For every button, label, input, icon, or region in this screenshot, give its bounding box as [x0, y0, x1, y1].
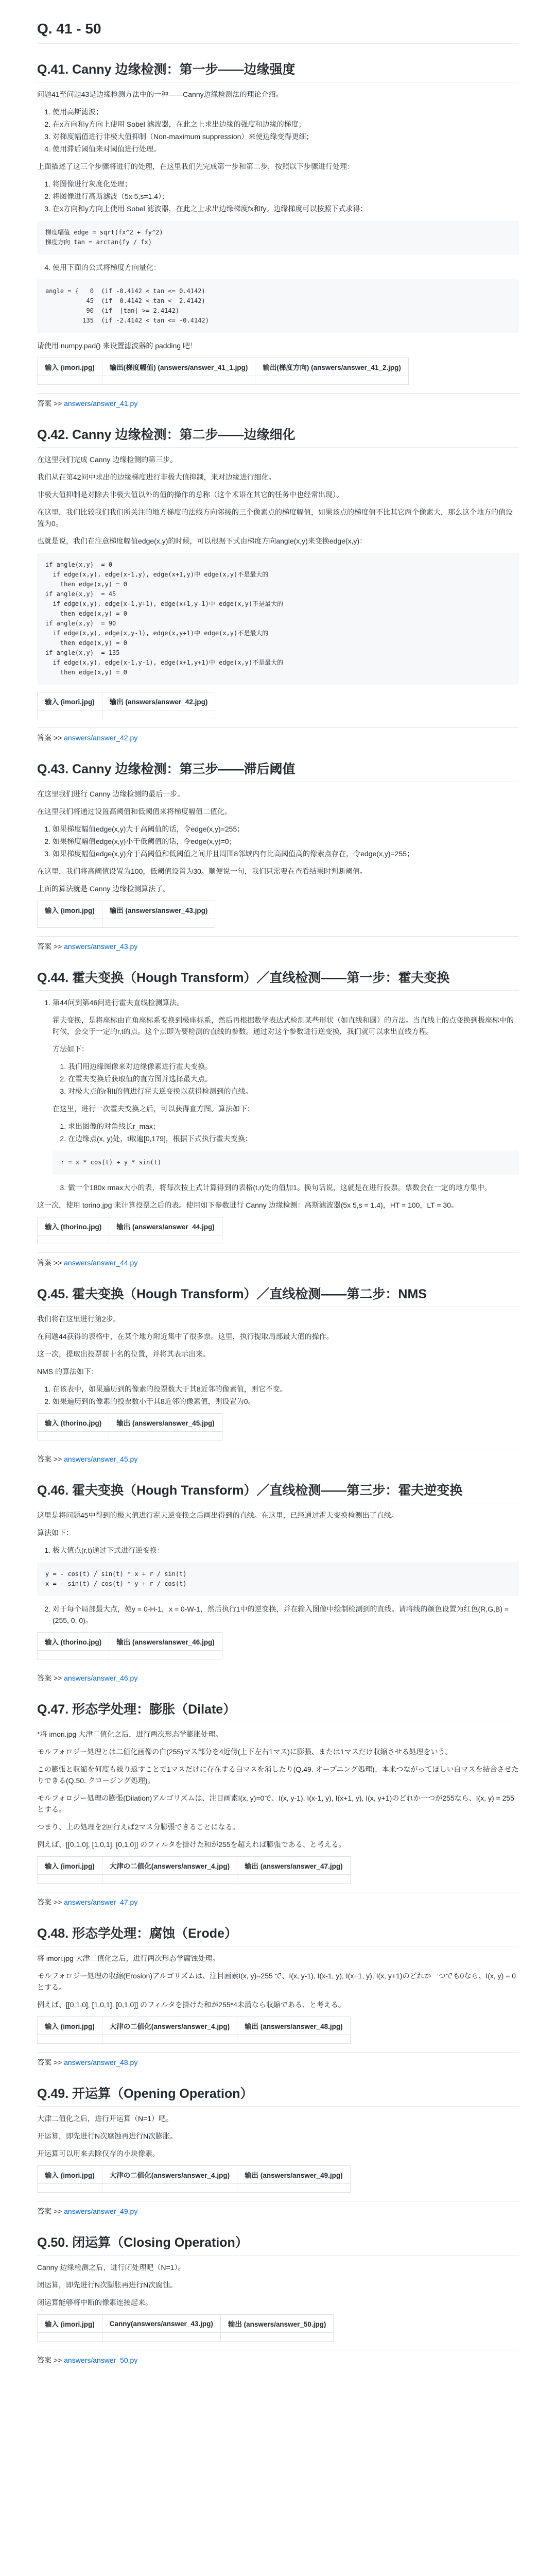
io-image-table	[37, 1413, 222, 1440]
list-item: 2. 如果遍历到的像素的投票数小于其8近邻的像素值，则设置为0。	[53, 1396, 519, 1407]
image-cell	[38, 1235, 109, 1244]
list-item: 1. 我们用边缘图像来对边缘像素进行霍夫变换。	[68, 1061, 519, 1072]
paragraph: NMS 的算法如下：	[37, 1367, 98, 1376]
divider	[37, 393, 519, 394]
table-header: 输出 (answers/answer_44.jpg)	[109, 1217, 222, 1235]
question-title: Q.49. 开运算（Opening Operation）	[37, 2086, 519, 2107]
io-image-table	[37, 2314, 334, 2342]
image-cell	[38, 2333, 102, 2342]
answer-label: 答案 >>	[37, 1455, 64, 1463]
paragraph: 非极大值抑制是对除去非极大值以外的值的操作的总称（这个术语在其它的任务中也经常出现）。	[37, 490, 343, 499]
answer-label: 答案 >>	[37, 2356, 64, 2364]
answer-line	[37, 1896, 519, 1908]
step-list	[37, 178, 519, 214]
io-image-table	[37, 1217, 222, 1244]
list-item: 2. 在边缘点(x, y)处，t取遍[0,179]，根据下式执行霍夫变换：	[68, 1133, 519, 1144]
image-cell	[102, 376, 255, 385]
image-cell	[109, 1651, 222, 1659]
step-list	[53, 1061, 519, 1097]
question-title: Q.45. 霍夫变换（Hough Transform）／直线检测——第二步：NMS	[37, 1286, 519, 1307]
paragraph: 上面的算法就是 Canny 边缘检测算法了。	[37, 885, 170, 893]
answer-label: 答案 >>	[37, 942, 64, 951]
io-image-table	[37, 2165, 351, 2193]
question-47	[37, 1691, 519, 1915]
io-image-table	[37, 1632, 222, 1659]
table-header: 输出 (answers/answer_46.jpg)	[109, 1633, 222, 1651]
table-header: 大津の二値化(answers/answer_4.jpg)	[102, 1857, 237, 1875]
question-49	[37, 2075, 519, 2224]
image-cell	[220, 2333, 334, 2342]
table-header: 输入 (thorino.jpg)	[38, 1414, 109, 1432]
image-cell	[255, 376, 409, 385]
code-block: 梯度幅值 edge = sqrt(fx^2 + fy^2) 梯度方向 tan = arctan(fy / fx)	[37, 221, 519, 255]
paragraph: つまり、上の処理を2回行えば2マス分膨張できることになる。	[37, 1823, 240, 1831]
paragraph: 在这里，我们将高阈值设置为100，低阈值设置为30。顺便说一句，我们只需要在查看结果时判断阈值。	[37, 867, 367, 875]
question-44	[37, 959, 519, 1276]
table-header: 输入 (imori.jpg)	[38, 692, 102, 710]
paragraph: 我们从在第42问中求出的边缘梯度进行非极大值抑制，来对边缘进行细化。	[37, 473, 276, 481]
table-header: 输出 (answers/answer_48.jpg)	[237, 2017, 351, 2035]
image-cell	[38, 1875, 102, 1884]
table-header: 输入 (imori.jpg)	[38, 1857, 102, 1875]
paragraph: 例えば、[[0,1,0], [1,0,1], [0,1,0]] のフィルタを掛けた和が255を超えれば膨張である、と考える。	[37, 1840, 346, 1849]
paragraph: 例えば、[[0,1,0], [1,0,1], [0,1,0]] のフィルタを掛けた和が255*4未満なら収縮である、と考える。	[37, 2001, 345, 2009]
list-item: 4. 使用下面的公式将梯度方向量化：	[53, 262, 519, 273]
paragraph: 在问题44获得的表格中，在某个地方附近集中了很多票。这里，执行提取局部最大值的操作。	[37, 1332, 334, 1341]
paragraph: 我们将在这里进行第2步。	[37, 1315, 120, 1323]
paragraph: モルフォロジー処理の膨張(Dilation)アルゴリズムは、注目画素I(x, y)=0で、I(x, y-1), I(x-1, y), I(x+1, y), I(x, y+1)のどれか一つが255なら、I(x, y) = 255 とする。	[37, 1794, 514, 1814]
paragraph: 这一次，使用 torino.jpg 来计算投票之后的表。使用如下参数进行 Canny 边缘检测：高斯滤波器(5x 5,s = 1.4)，HT = 100，LT = 30。	[37, 1201, 459, 1209]
question-43	[37, 751, 519, 959]
paragraph: 这一次，提取出投票前十名的位置，并将其表示出来。	[37, 1350, 210, 1358]
paragraph: *将 imori.jpg 大津二值化之后，进行两次形态学膨胀处理。	[37, 1730, 223, 1738]
table-header: 输出 (answers/answer_43.jpg)	[102, 901, 215, 919]
image-cell	[38, 919, 102, 928]
readme-content	[37, 0, 519, 2576]
question-42	[37, 416, 519, 751]
paragraph: 算法如下：	[37, 1529, 73, 1537]
question-title: Q.50. 闭运算（Closing Operation）	[37, 2234, 519, 2256]
list-item: 2. 将图像进行高斯滤波（5x 5,s=1.4）；	[53, 191, 519, 202]
table-header: 输出 (answers/answer_42.jpg)	[102, 692, 215, 710]
question-46	[37, 1472, 519, 1691]
paragraph: モルフォロジー処理とは二値化画像の白(255)マス部分を4近傍(上下左右1マス)に膨張、または1マスだけ収縮させる処理をいう。	[37, 1748, 453, 1756]
list-item: 3. 对极大点的r和t的值进行霍夫逆变换以获得检测到的直线。	[68, 1086, 519, 1097]
answer-link[interactable]: answers/answer_46.py	[64, 1674, 138, 1682]
image-cell	[38, 710, 102, 719]
paragraph: 在这里我们将通过设置高阈值和低阈值来将梯度幅值二值化。	[37, 807, 232, 816]
step-list	[37, 1603, 519, 1626]
answer-line	[37, 1257, 519, 1268]
paragraph: 也就是说，我们在注意梯度幅值edge(x,y)的时候，可以根据下式由梯度方向angle(x,y)来变换edge(x,y)：	[37, 537, 367, 545]
table-header: 输入 (imori.jpg)	[38, 358, 102, 376]
step-list	[53, 1121, 519, 1144]
image-cell	[38, 2184, 102, 2193]
answer-line	[37, 398, 519, 409]
step-list	[37, 823, 519, 859]
paragraph: 开运算，即先进行N次腐蚀再进行N次膨胀。	[37, 2132, 178, 2140]
paragraph: 闭运算能够将中断的像素连接起来。	[37, 2298, 152, 2307]
answer-line	[37, 1672, 519, 1684]
image-cell	[102, 2035, 237, 2044]
table-header: 输入 (imori.jpg)	[38, 2166, 102, 2184]
question-45	[37, 1276, 519, 1472]
image-cell	[102, 919, 215, 928]
question-title: Q.46. 霍夫变换（Hough Transform）／直线检测——第三步：霍夫逆变换	[37, 1482, 519, 1503]
image-cell	[38, 2035, 102, 2044]
answer-link[interactable]: answers/answer_43.py	[64, 942, 138, 951]
code-block: y = - cos(t) / sin(t) * x + r / sin(t) x = - sin(t) / cos(t) * y + r / cos(t)	[37, 1562, 519, 1596]
code-block: if angle(x,y) = 0 if edge(x,y), edge(x-1,y), edge(x+1,y)中 edge(x,y)不是最大的 then edge(x,y) = 0 if angle(x,y) = 45 if edge(x,y), edge(x-1,y+1), edge(x+1,y-1)中 edge(x,y)不是最大的 then edge(x,y) = 0 if angle(x,y) = 90 if edge(x,y), edge(x,y-1), edge(x,y+1)中 edge(x,y)不是最大的 then edge(x,y) = 0 if angle(x,y) = 135 if edge(x,y), edge(x-1,y-1), edge(x+1,y+1)中 edge(x,y)不是最大的 then edge(x,y) = 0	[37, 553, 519, 685]
code-block: r = x * cos(t) + y * sin(t)	[53, 1150, 519, 1175]
list-item: 4. 使用滞后阈值来对阈值进行处理。	[53, 143, 519, 155]
answer-label: 答案 >>	[37, 1259, 64, 1267]
paragraph: 问题41至问题43是边缘检测方法中的一种——Canny边缘检测法的理论介绍。	[37, 90, 283, 98]
table-header: 输入 (thorino.jpg)	[38, 1633, 109, 1651]
answer-line	[37, 2057, 519, 2068]
list-item: 1. 求出图像的对角线长r_max；	[68, 1121, 519, 1132]
divider	[37, 936, 519, 937]
paragraph: 大津二值化之后，进行开运算（N=1）吧。	[37, 2114, 173, 2123]
list-item: 2. 对于每个局部最大点，使y = 0-H-1，x = 0-W-1，然后执行1中的逆变换，并在输入图像中绘制检测到的直线。请将线的颜色设置为红色(R,G,B) = (255, 0, 0)。	[53, 1603, 519, 1626]
code-block: angle = { 0 (if -0.4142 < tan <= 0.4142) 45 (if 0.4142 < tan < 2.4142) 90 (if |tan| >= 2.4142) 135 (if -2.4142 < tan <= -0.4142)	[37, 279, 519, 333]
list-item: 3. 在x方向和y方向上使用 Sobel 滤波器，在此之上求出边缘梯度fx和fy。边缘梯度可以按照下式求得：	[53, 203, 519, 214]
io-image-table	[37, 901, 215, 928]
answer-link[interactable]: answers/answer_49.py	[64, 2207, 138, 2215]
paragraph: 在这里我们完成 Canny 边缘检测的第三步。	[37, 455, 178, 464]
answer-link[interactable]: answers/answer_45.py	[64, 1455, 138, 1463]
paragraph: 闭运算，即先进行N次膨胀再进行N次腐蚀。	[37, 2281, 178, 2289]
io-image-table	[37, 358, 409, 385]
list-item	[53, 997, 519, 1193]
question-title: Q.47. 形态学处理：膨胀（Dilate）	[37, 1701, 519, 1722]
paragraph: 这里是将问题45中得到的极大值进行霍夫逆变换之后画出得到的直线。在这里，已经通过霍夫变换检测出了直线。	[37, 1511, 398, 1519]
step-list	[53, 1182, 519, 1193]
image-cell	[38, 1432, 109, 1440]
step-list	[37, 106, 519, 155]
question-title: Q.42. Canny 边缘检测：第二步——边缘细化	[37, 427, 519, 448]
list-item: 2. 在霍夫变换后获取值的直方图并选择最大点。	[68, 1073, 519, 1084]
answer-line	[37, 2354, 519, 2366]
question-title: Q.41. Canny 边缘检测：第一步——边缘强度	[37, 61, 519, 82]
list-item: 3. 如果梯度幅值edge(x,y)介于高阈值和低阈值之间并且周围8邻域内有比高阈值高的像素点存在，令edge(x,y)=255；	[53, 848, 519, 859]
paragraph: モルフォロジー処理の収縮(Erosion)アルゴリズムは、注目画素I(x, y)=255 で、I(x, y-1), I(x-1, y), I(x+1, y), I(x, y+1)のどれか一つでも0なら、I(x, y) = 0 とする。	[37, 1972, 516, 1991]
answer-label: 答案 >>	[37, 1898, 64, 1906]
page-title: Q. 41 - 50	[37, 19, 519, 44]
answer-label: 答案 >>	[37, 2058, 64, 2066]
image-cell	[109, 1432, 222, 1440]
image-cell	[237, 1875, 351, 1884]
step-list	[37, 997, 519, 1193]
table-header: 输出 (answers/answer_49.jpg)	[237, 2166, 351, 2184]
paragraph: 在这里，进行一次霍夫变换之后，可以获得直方图。算法如下：	[53, 1105, 254, 1113]
image-cell	[102, 2333, 220, 2342]
image-cell	[237, 2035, 351, 2044]
answer-line	[37, 941, 519, 952]
answer-link[interactable]: answers/answer_50.py	[64, 2356, 138, 2364]
image-cell	[102, 1875, 237, 1884]
step-list	[37, 1545, 519, 1556]
answer-link[interactable]: answers/answer_44.py	[64, 1259, 138, 1267]
list-item: 2. 在x方向和y方向上使用 Sobel 滤波器，在此之上求出边缘的强度和边缘的梯度；	[53, 118, 519, 130]
paragraph: 霍夫变换，是将座标由直角座标系变换到极座标系，然后再根据数学表达式检测某些形状（如直线和圆）的方法。当直线上的点变换到极座标中的时候，会交于一定的r,t的点。这个点即为要检测的直线的参数。通过对这个参数进行逆变换，我们就可以求出直线方程。	[53, 1016, 514, 1036]
table-header: 输入 (imori.jpg)	[38, 901, 102, 919]
table-header: 大津の二値化(answers/answer_4.jpg)	[102, 2017, 237, 2035]
image-cell	[102, 710, 215, 719]
paragraph: 将 imori.jpg 大津二值化之后，进行两次形态学腐蚀处理。	[37, 1954, 220, 1962]
io-image-table	[37, 692, 215, 719]
answer-link[interactable]: answers/answer_48.py	[64, 2058, 138, 2066]
answer-link[interactable]: answers/answer_42.py	[64, 734, 138, 742]
io-image-table	[37, 1856, 351, 1884]
answer-label: 答案 >>	[37, 2207, 64, 2215]
paragraph: 1. 第44问到第46问进行霍夫直线检测算法。	[53, 998, 184, 1007]
paragraph: 方法如下：	[53, 1045, 89, 1053]
table-header: 输出 (answers/answer_50.jpg)	[220, 2315, 334, 2333]
image-cell	[237, 2184, 351, 2193]
question-title: Q.44. 霍夫变换（Hough Transform）／直线检测——第一步：霍夫变换	[37, 970, 519, 991]
divider	[37, 2052, 519, 2053]
table-header: 输出 (answers/answer_45.jpg)	[109, 1414, 222, 1432]
answer-line	[37, 732, 519, 743]
divider	[37, 727, 519, 728]
question-50	[37, 2224, 519, 2373]
question-title: Q.48. 形态学处理：腐蚀（Erode）	[37, 1925, 519, 1946]
list-item: 1. 极大值点(r,t)通过下式进行逆变换：	[53, 1545, 519, 1556]
table-header: 输入 (imori.jpg)	[38, 2017, 102, 2035]
table-header: 输入 (thorino.jpg)	[38, 1217, 109, 1235]
image-cell	[102, 2184, 237, 2193]
question-41	[37, 51, 519, 416]
list-item: 3. 做一个180x rmax大小的表，将每次按上式计算得到的表格(t,r)处的值加1。换句话说，这就是在进行投票。票数会在一定的地方集中。	[68, 1182, 519, 1193]
divider	[37, 1252, 519, 1253]
list-item: 3. 对梯度幅值进行非极大值抑制（Non-maximum suppression）来使边缘变得更细；	[53, 131, 519, 142]
image-cell	[38, 376, 102, 385]
paragraph: 开运算可以用来去除仅存的小块像素。	[37, 2149, 160, 2158]
table-header: 输出 (answers/answer_47.jpg)	[237, 1857, 351, 1875]
answer-link[interactable]: answers/answer_47.py	[64, 1898, 138, 1906]
list-item: 1. 在该表中，如果遍历到的像素的投票数大于其8近邻的像素值，则它不变。	[53, 1383, 519, 1395]
paragraph: 在这里，我们比较我们我们所关注的地方梯度的法线方向邻接的三个像素点的梯度幅值，如果该点的梯度值不比其它两个像素大，那么这个地方的值设置为0。	[37, 508, 513, 528]
answer-label: 答案 >>	[37, 1674, 64, 1682]
image-cell	[38, 1651, 109, 1659]
paragraph: 上面描述了这三个步骤将进行的处理，在这里我们先完成第一步和第二步，按照以下步骤进行处理：	[37, 162, 354, 171]
answer-link[interactable]: answers/answer_41.py	[64, 399, 138, 408]
paragraph: Canny 边缘检测之后，进行闭处理吧（N=1）。	[37, 2263, 185, 2272]
answer-line	[37, 1453, 519, 1465]
image-cell	[109, 1235, 222, 1244]
answer-label: 答案 >>	[37, 734, 64, 742]
paragraph: この膨張と収縮を何度も繰り返すことで1マスだけに存在する白マスを消したり(Q.49. オープニング処理)、本来つながってほしい白マスを結合させたりできる(Q.50. クロージング処理)。	[37, 1765, 519, 1785]
answer-label: 答案 >>	[37, 399, 64, 408]
table-header: 输出(梯度幅值) (answers/answer_41_1.jpg)	[102, 358, 255, 376]
answer-line	[37, 2206, 519, 2217]
question-48	[37, 1915, 519, 2075]
table-header: 输出(梯度方向) (answers/answer_41_2.jpg)	[255, 358, 409, 376]
paragraph: 在这里我们进行 Canny 边缘检测的最后一步。	[37, 790, 185, 798]
paragraph: 请使用 numpy.pad() 来设置滤波器的 padding 吧！	[37, 342, 197, 350]
step-list	[37, 262, 519, 273]
step-list	[37, 1383, 519, 1407]
list-item: 1. 如果梯度幅值edge(x,y)大于高阈值的话，令edge(x,y)=255；	[53, 823, 519, 835]
question-title: Q.43. Canny 边缘检测：第三步——滞后阈值	[37, 761, 519, 782]
io-image-table	[37, 2016, 351, 2044]
table-header: Canny(answers/answer_43.jpg)	[102, 2315, 220, 2333]
list-item: 1. 使用高斯滤波；	[53, 106, 519, 117]
table-header: 输入 (imori.jpg)	[38, 2315, 102, 2333]
table-header: 大津の二値化(answers/answer_4.jpg)	[102, 2166, 237, 2184]
list-item: 2. 如果梯度幅值edge(x,y)小于低阈值的话，令edge(x,y)=0；	[53, 836, 519, 847]
list-item: 1. 将图像进行灰度化处理；	[53, 178, 519, 190]
